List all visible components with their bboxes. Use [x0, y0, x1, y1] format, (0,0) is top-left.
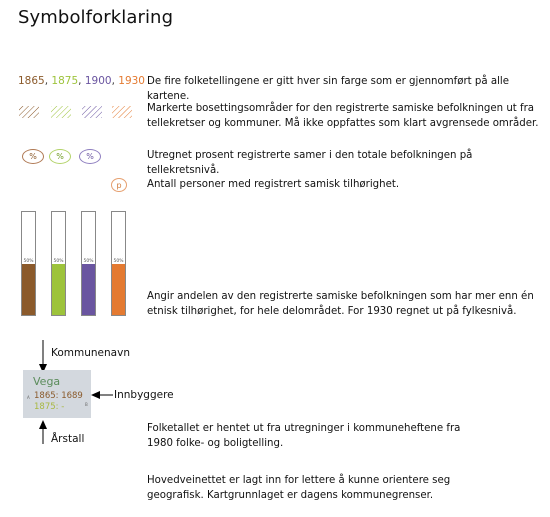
year-1875: 1875 [51, 75, 79, 87]
population-1875: 1875: - [34, 402, 65, 412]
year-1930: 1930 [118, 75, 145, 87]
swatch-1900 [82, 106, 102, 118]
census-years: 1865, 1875, 1900, 1930 [18, 75, 145, 87]
persons-description: Antall personer med registrert samisk tilhørighet. [147, 179, 400, 190]
percent-symbol-1875: % [49, 149, 71, 164]
bar-1900 [81, 211, 96, 316]
population-description: Folketallet er hentet ut fra utregninger i kommuneheftene fra 1980 folke- og boligtelling. [147, 423, 461, 449]
bar-1930 [111, 211, 126, 316]
kommunenavn-label: Kommunenavn [51, 347, 130, 359]
percent-symbol-1865: % [22, 149, 44, 164]
bar-label-1900: 50% [83, 258, 94, 264]
swatch-1865 [19, 106, 39, 118]
innbyggere-arrow [91, 389, 113, 401]
page-title: Symbolforklaring [18, 7, 174, 28]
persons-symbol: p [111, 178, 127, 192]
census-description: De fire folketellingene er gitt hver sin farge som er gjennomført på alle kartene. [147, 76, 510, 102]
swatch-1930 [112, 106, 132, 118]
municipality-name: Vega [33, 375, 61, 388]
main-road-description: Hovedveinettet er lagt inn for lettere å kunne orientere seg geografisk. Kartgrunnlaget er dagens kommunegrenser. [147, 475, 451, 501]
bar-1865 [21, 211, 36, 316]
bars-description: Angir andelen av den registrerte samiske befolkningen som har mer enn én etnisk tilhørighet, for hele delområdet. For 1930 regnet ut på fylkesnivå. [147, 291, 534, 317]
bar-fill-1875 [52, 264, 65, 316]
swatch-1875 [51, 106, 71, 118]
percent-symbol-1900: % [79, 149, 101, 164]
tiny-label-left: A [27, 395, 30, 400]
arstall-arrow [36, 419, 50, 444]
population-1865: 1865: 1689 [34, 391, 83, 401]
bar-label-1875: 50% [53, 258, 64, 264]
innbyggere-label: Innbyggere [114, 389, 174, 401]
settlement-swatches [18, 105, 133, 123]
bar-fill-1865 [22, 264, 35, 316]
year-1900: 1900 [84, 75, 112, 87]
bar-label-1865: 50% [23, 258, 34, 264]
bar-label-1930: 50% [113, 258, 124, 264]
percent-description: Utregnet prosent registrerte samer i den totale befolkningen på tellekretsnivå. [147, 150, 473, 176]
tiny-label-right: B [85, 402, 88, 407]
bar-fill-1900 [82, 264, 95, 316]
year-1865: 1865 [18, 75, 45, 87]
bar-1875 [51, 211, 66, 316]
settlement-description: Markerte bosettingsområder for den registrerte samiske befolkningen ut fra tellekretser og kommuner. Må ikke oppfattes som klart avgrensede områder. [147, 103, 539, 129]
bar-fill-1930 [112, 264, 125, 316]
arstall-label: Årstall [51, 433, 85, 445]
